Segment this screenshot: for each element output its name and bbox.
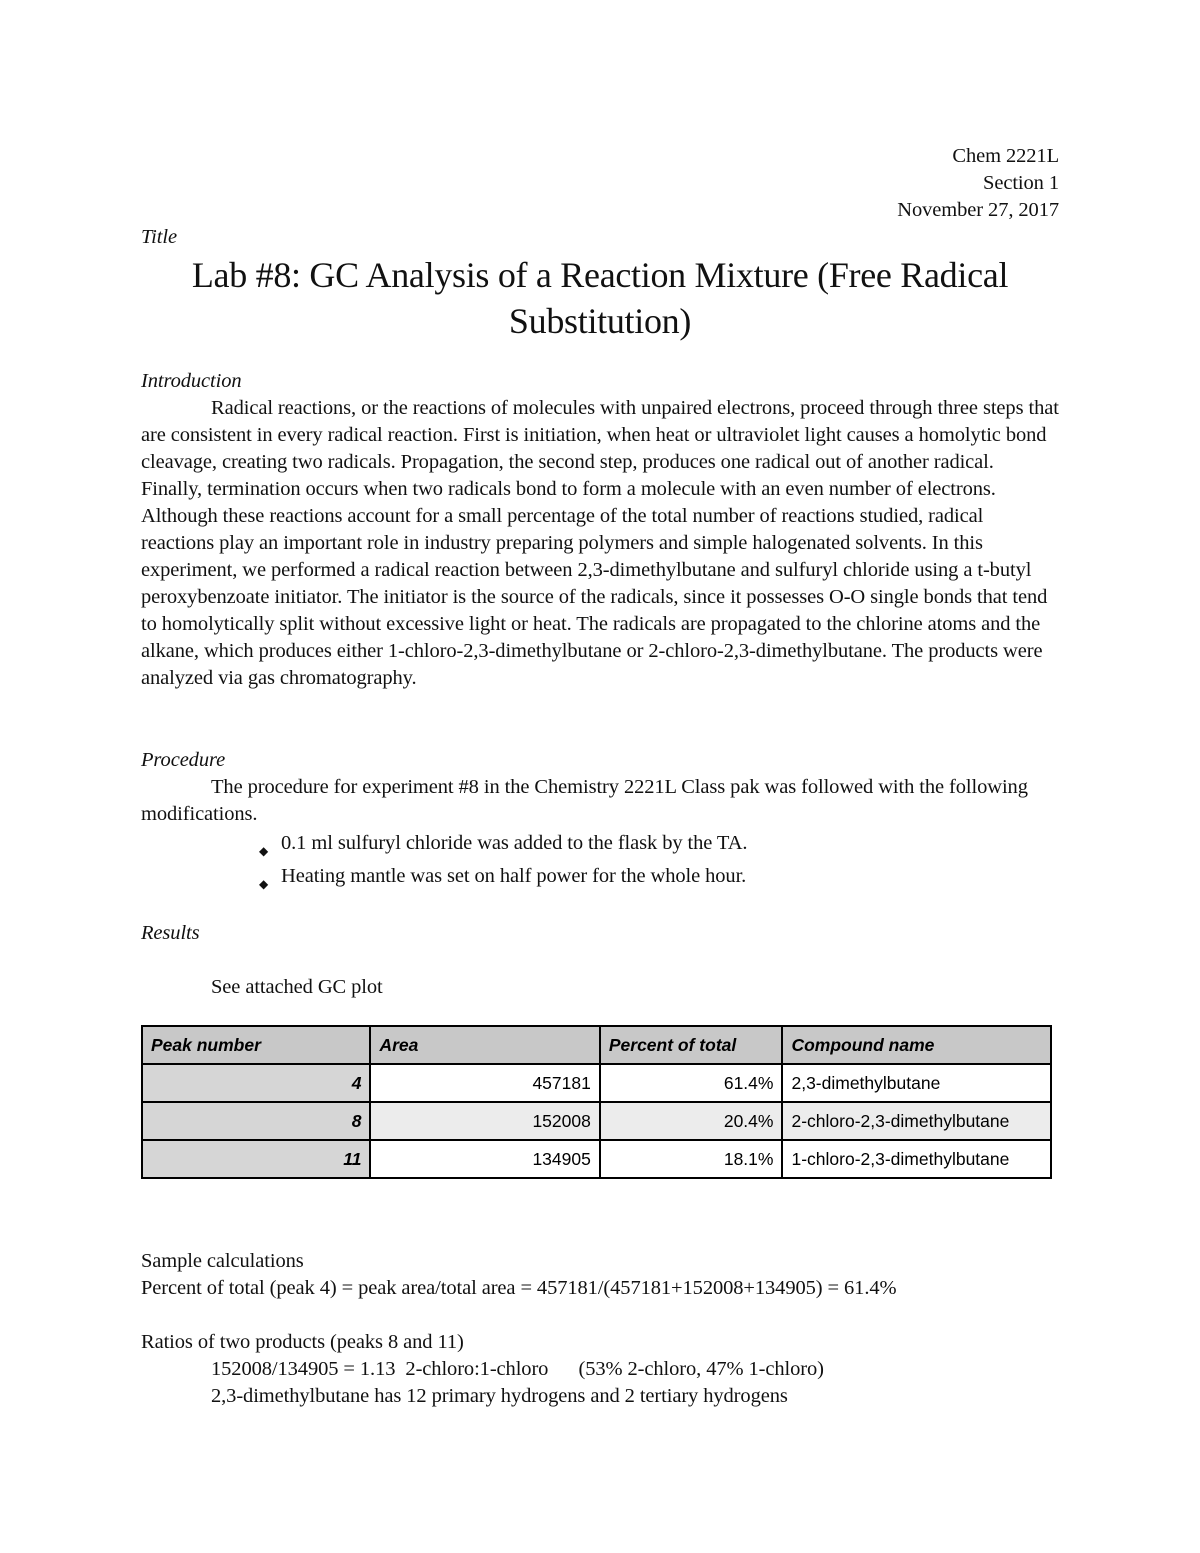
table-row xyxy=(142,1102,1051,1140)
title-caption: Title xyxy=(141,226,177,248)
header-compound: Compound name xyxy=(782,1026,1051,1064)
document-page xyxy=(141,0,1059,1553)
cell-compound: 2,3-dimethylbutane xyxy=(782,1064,1051,1102)
ratio-calculation: 152008/134905 = 1.13 2-chloro:1-chloro (53% 2-chloro, 47% 1-chloro) xyxy=(211,1358,824,1380)
introduction-heading: Introduction xyxy=(141,370,242,392)
header-percent: Percent of total xyxy=(600,1026,783,1064)
cell-compound: 1-chloro-2,3-dimethylbutane xyxy=(782,1140,1051,1178)
title-line-2: Substitution) xyxy=(508,301,692,341)
gc-results-table xyxy=(141,1025,1052,1179)
list-item xyxy=(259,830,747,863)
procedure-heading: Procedure xyxy=(141,749,226,771)
ratios-heading: Ratios of two products (peaks 8 and 11) xyxy=(141,1331,464,1353)
cell-peak: 8 xyxy=(142,1102,370,1140)
date-label: November 27, 2017 xyxy=(897,199,1059,221)
section-label: Section 1 xyxy=(983,172,1059,194)
cell-peak: 11 xyxy=(142,1140,370,1178)
page-title xyxy=(141,252,1059,344)
hydrogens-note: 2,3-dimethylbutane has 12 primary hydrogens and 2 tertiary hydrogens xyxy=(211,1385,788,1407)
cell-area: 134905 xyxy=(370,1140,599,1178)
calculations-heading: Sample calculations xyxy=(141,1250,304,1272)
header-peak-number: Peak number xyxy=(142,1026,370,1064)
introduction-paragraph: Radical reactions, or the reactions of molecules with unpaired electrons, proceed through three steps that are consistent in every radical reaction. First is initiation, when heat or ultraviolet light causes a homolytic bond cleavage, creating two radicals. Propagation, the second step, produces one radical out of another radical. Finally, termination occurs when two radicals bond to form a molecule with an even number of electrons. Although these reactions account for a small percentage of the total number of reactions studied, radical reactions play an important role in industry preparing polymers and simple halogenated solvents. In this experiment, we performed a radical reaction between 2,3-dimethylbutane and sulfuryl chloride using a t-butyl peroxybenzoate initiator. The initiator is the source of the radicals, since it possesses O-O single bonds that tend to homolytically split without excessive light or heat. The radicals are propagated to the chlorine atoms and the alkane, which produces either 1-chloro-2,3-dimethylbutane or 2-chloro-2,3-dimethylbutane. The products were analyzed via gas chromatography. xyxy=(141,397,1059,689)
cell-compound: 2-chloro-2,3-dimethylbutane xyxy=(782,1102,1051,1140)
title-line-1: Lab #8: GC Analysis of a Reaction Mixture (Free Radical xyxy=(191,255,1009,295)
cell-peak: 4 xyxy=(142,1064,370,1102)
cell-area: 457181 xyxy=(370,1064,599,1102)
list-item xyxy=(259,863,747,896)
modification-text: Heating mantle was set on half power for the whole hour. xyxy=(281,865,747,887)
header-area: Area xyxy=(370,1026,599,1064)
cell-percent: 61.4% xyxy=(600,1064,783,1102)
bullet-icon: ◆ xyxy=(259,844,269,858)
percent-calculation: Percent of total (peak 4) = peak area/total area = 457181/(457181+152008+134905) = 61.4% xyxy=(141,1277,897,1299)
modification-text: 0.1 ml sulfuryl chloride was added to the flask by the TA. xyxy=(281,832,748,854)
course-label: Chem 2221L xyxy=(952,145,1059,167)
cell-percent: 20.4% xyxy=(600,1102,783,1140)
table-row xyxy=(142,1140,1051,1178)
results-heading: Results xyxy=(141,922,200,944)
cell-percent: 18.1% xyxy=(600,1140,783,1178)
cell-area: 152008 xyxy=(370,1102,599,1140)
modifications-list xyxy=(259,830,747,896)
procedure-paragraph: The procedure for experiment #8 in the Chemistry 2221L Class pak was followed with the following modifications. xyxy=(141,776,1028,825)
table-row xyxy=(142,1064,1051,1102)
results-note: See attached GC plot xyxy=(211,976,383,998)
bullet-icon: ◆ xyxy=(259,877,269,891)
table-header-row xyxy=(142,1026,1051,1064)
